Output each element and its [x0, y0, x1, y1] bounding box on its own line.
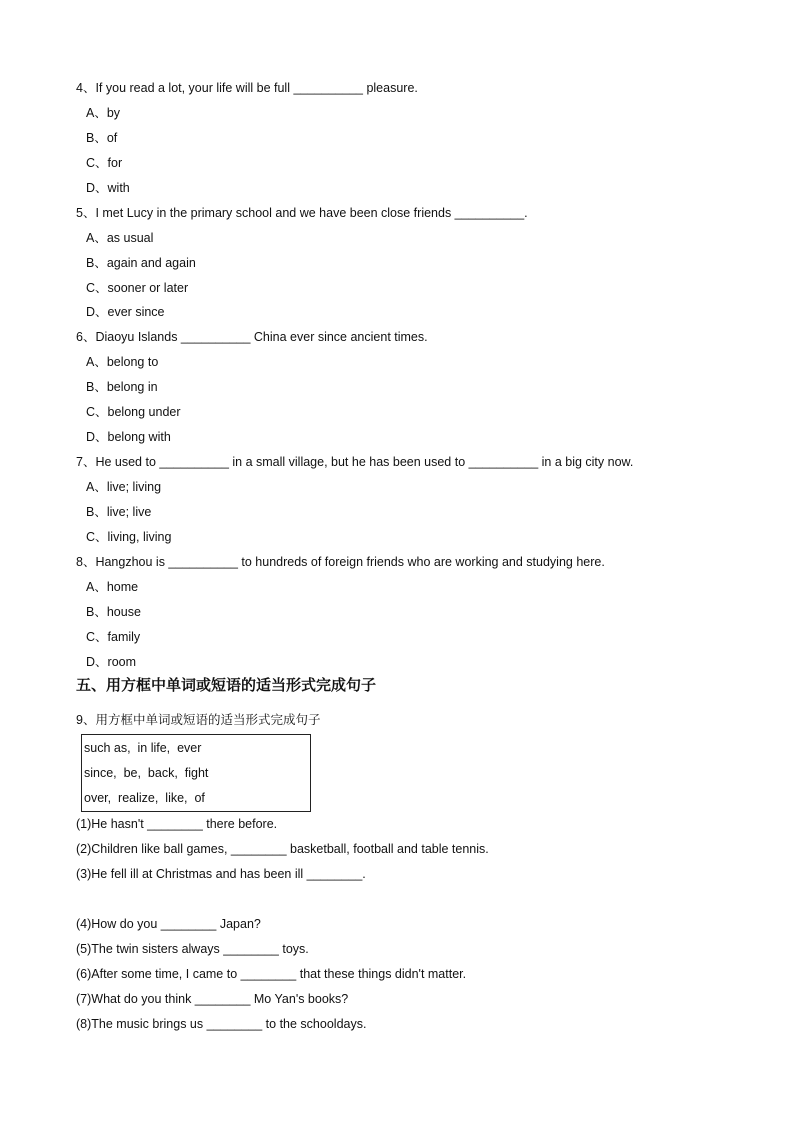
question-7-option-b: B、live; live	[86, 505, 152, 519]
question-8-option-d: D、room	[86, 655, 137, 669]
sentence-1: (1)He hasn't ________ there before.	[76, 817, 278, 831]
question-7-option-c: C、living, living	[86, 530, 172, 544]
question-8-option-b: B、house	[86, 605, 141, 619]
word-box	[81, 734, 311, 812]
question-8-stem: 8、Hangzhou is __________ to hundreds of foreign friends who are working and studying here.	[76, 555, 605, 569]
question-4-option-b: B、of	[86, 131, 118, 145]
word-box-line-2: since, be, back, fight	[84, 766, 209, 780]
sentence-7: (7)What do you think ________ Mo Yan's books?	[76, 992, 349, 1006]
sentence-5: (5)The twin sisters always ________ toys.	[76, 942, 309, 956]
question-4-option-c: C、for	[86, 156, 123, 170]
sentence-6: (6)After some time, I came to ________ that these things didn't matter.	[76, 967, 467, 981]
question-6-option-d: D、belong with	[86, 430, 171, 444]
sentence-2: (2)Children like ball games, ________ basketball, football and table tennis.	[76, 842, 489, 856]
question-5-option-c: C、sooner or later	[86, 281, 189, 295]
word-box-line-3: over, realize, like, of	[84, 791, 205, 805]
question-6-stem: 6、Diaoyu Islands __________ China ever since ancient times.	[76, 330, 428, 344]
question-5-option-a: A、as usual	[86, 231, 154, 245]
question-8-option-c: C、family	[86, 630, 141, 644]
question-6-option-a: A、belong to	[86, 355, 159, 369]
question-7-stem: 7、He used to __________ in a small village, but he has been used to __________ in a big city now.	[76, 455, 634, 469]
sentence-3: (3)He fell ill at Christmas and has been ill ________.	[76, 867, 366, 881]
question-4-option-a: A、by	[86, 106, 121, 120]
section-heading: 五、用方框中单词或短语的适当形式完成句子	[76, 676, 377, 694]
question-8-option-a: A、home	[86, 580, 139, 594]
sentence-4: (4)How do you ________ Japan?	[76, 917, 261, 931]
question-4-option-d: D、with	[86, 181, 130, 195]
question-5-stem: 5、I met Lucy in the primary school and we have been close friends __________.	[76, 206, 528, 220]
word-box-line-1: such as, in life, ever	[84, 741, 202, 755]
question-7-option-a: A、live; living	[86, 480, 162, 494]
sentence-8: (8)The music brings us ________ to the schooldays.	[76, 1017, 367, 1031]
question-6-option-b: B、belong in	[86, 380, 158, 394]
question-5-option-b: B、again and again	[86, 256, 196, 270]
question-9-label: 9、用方框中单词或短语的适当形式完成句子	[76, 713, 321, 727]
question-6-option-c: C、belong under	[86, 405, 181, 419]
question-5-option-d: D、ever since	[86, 305, 165, 319]
question-4-stem: 4、If you read a lot, your life will be full __________ pleasure.	[76, 81, 418, 95]
